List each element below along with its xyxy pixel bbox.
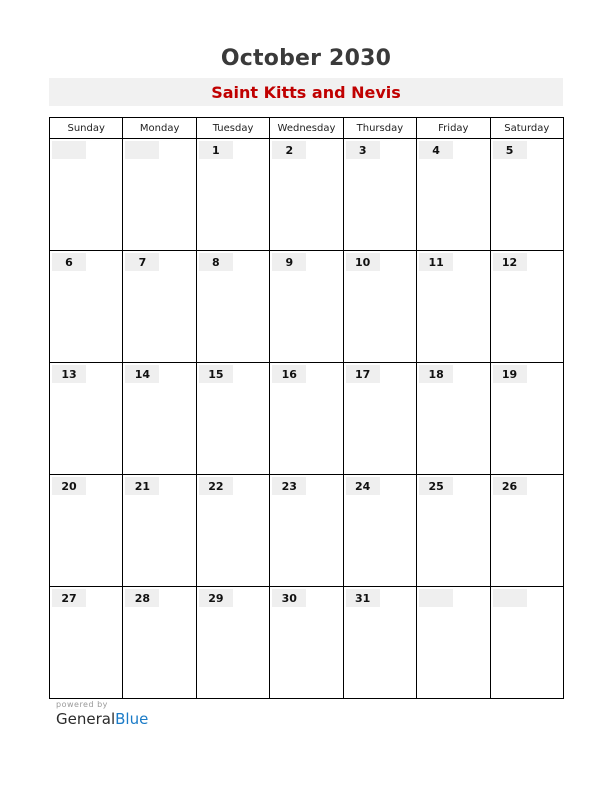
day-number: 26 — [493, 477, 527, 495]
day-cell — [343, 587, 416, 699]
day-number: 30 — [272, 589, 306, 607]
day-cell — [196, 363, 269, 475]
powered-by-text: powered by — [56, 700, 108, 709]
day-cell — [490, 251, 563, 363]
day-cell — [343, 475, 416, 587]
day-cell — [490, 139, 563, 251]
day-cell — [343, 139, 416, 251]
country-name: Saint Kitts and Nevis — [211, 82, 401, 102]
day-number: 11 — [419, 253, 453, 271]
day-cell — [50, 251, 123, 363]
day-number: 15 — [199, 365, 233, 383]
weekday-header: Wednesday — [270, 118, 343, 139]
day-number: 22 — [199, 477, 233, 495]
day-number: 25 — [419, 477, 453, 495]
day-number — [493, 589, 527, 607]
day-number — [125, 141, 159, 159]
week-row — [50, 139, 564, 251]
day-number: 7 — [125, 253, 159, 271]
day-cell — [50, 139, 123, 251]
day-number: 2 — [272, 141, 306, 159]
day-number: 4 — [419, 141, 453, 159]
day-cell — [50, 475, 123, 587]
day-number: 9 — [272, 253, 306, 271]
subtitle-bar — [49, 78, 563, 106]
week-row — [50, 587, 564, 699]
day-cell — [50, 587, 123, 699]
day-number — [52, 141, 86, 159]
day-cell — [343, 363, 416, 475]
day-number: 14 — [125, 365, 159, 383]
day-number: 27 — [52, 589, 86, 607]
brand-logo-general: General — [56, 710, 116, 728]
weekday-header: Friday — [417, 118, 490, 139]
day-cell — [196, 587, 269, 699]
day-number: 20 — [52, 477, 86, 495]
day-number — [419, 589, 453, 607]
day-cell — [417, 139, 490, 251]
day-number: 23 — [272, 477, 306, 495]
day-cell — [123, 475, 196, 587]
day-cell — [196, 139, 269, 251]
day-number: 13 — [52, 365, 86, 383]
day-cell — [123, 587, 196, 699]
day-number: 31 — [346, 589, 380, 607]
day-cell — [196, 475, 269, 587]
day-cell — [123, 251, 196, 363]
footer — [56, 700, 148, 728]
day-cell — [270, 587, 343, 699]
day-cell — [270, 475, 343, 587]
week-row — [50, 251, 564, 363]
weekday-header: Sunday — [50, 118, 123, 139]
day-number: 12 — [493, 253, 527, 271]
day-number: 24 — [346, 477, 380, 495]
weekday-header: Tuesday — [196, 118, 269, 139]
day-cell — [490, 363, 563, 475]
day-number: 5 — [493, 141, 527, 159]
brand-logo[interactable] — [56, 710, 148, 728]
weekday-header: Monday — [123, 118, 196, 139]
day-cell — [490, 587, 563, 699]
day-number: 8 — [199, 253, 233, 271]
week-row — [50, 363, 564, 475]
weekday-header-row — [50, 118, 564, 139]
day-number: 1 — [199, 141, 233, 159]
day-cell — [417, 587, 490, 699]
day-number: 6 — [52, 253, 86, 271]
day-cell — [123, 363, 196, 475]
day-cell — [417, 475, 490, 587]
weekday-header: Saturday — [490, 118, 563, 139]
day-cell — [490, 475, 563, 587]
day-number: 19 — [493, 365, 527, 383]
day-number: 16 — [272, 365, 306, 383]
day-cell — [417, 251, 490, 363]
calendar-title: October 2030 — [220, 46, 392, 71]
day-number: 17 — [346, 365, 380, 383]
day-cell — [270, 251, 343, 363]
calendar-grid — [49, 117, 564, 699]
day-number: 10 — [346, 253, 380, 271]
day-cell — [270, 139, 343, 251]
weekday-header: Thursday — [343, 118, 416, 139]
day-number: 21 — [125, 477, 159, 495]
day-number: 3 — [346, 141, 380, 159]
day-number: 29 — [199, 589, 233, 607]
day-number: 28 — [125, 589, 159, 607]
week-row — [50, 475, 564, 587]
day-cell — [123, 139, 196, 251]
day-cell — [270, 363, 343, 475]
day-number: 18 — [419, 365, 453, 383]
day-cell — [196, 251, 269, 363]
day-cell — [50, 363, 123, 475]
day-cell — [343, 251, 416, 363]
brand-logo-blue: Blue — [115, 710, 149, 728]
day-cell — [417, 363, 490, 475]
